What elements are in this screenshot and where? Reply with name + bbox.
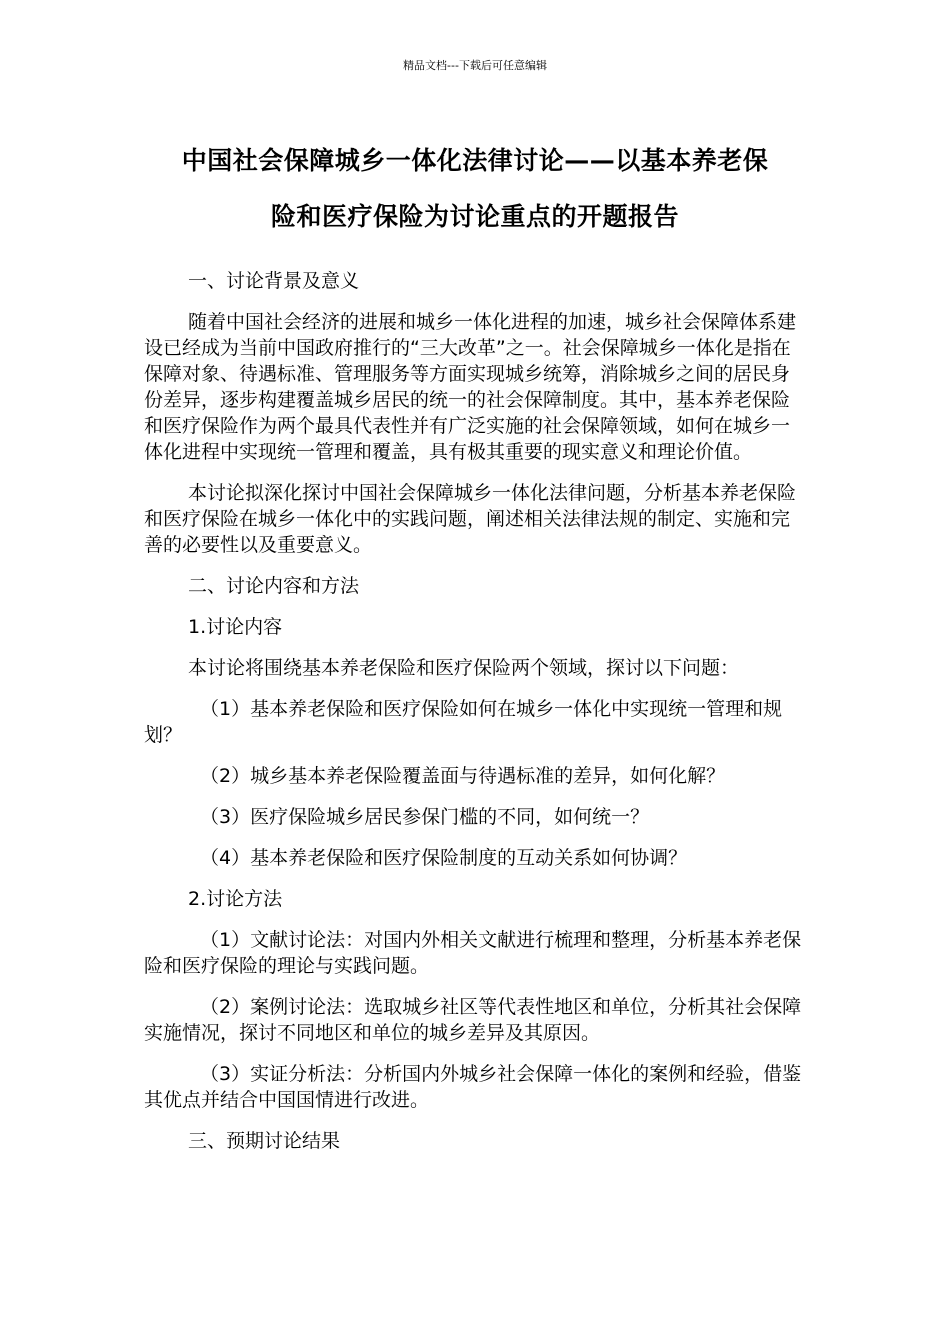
document-title xyxy=(140,133,810,245)
question-item-4: （4）基本养老保险和医疗保险制度的互动关系如何协调？ xyxy=(200,847,688,869)
subsection-heading-content: 1.讨论内容 xyxy=(188,616,283,638)
subsection-heading-methods: 2.讨论方法 xyxy=(188,888,283,910)
section-heading-expected-results: 三、预期讨论结果 xyxy=(188,1130,341,1152)
paragraph-background: 随着中国社会经济的进展和城乡一体化进程的加速，城乡社会保障体系建设已经成为当前中国政府推行的“三大改革”之一。社会保障城乡一体化是指在保障对象、待遇标准、管理服务等方面实现城乡统筹，消除城乡之间的居民身份差异，逐步构建覆盖城乡居民的统一的社会保障制度。其中，基本养老保险和医疗保险作为两个最具代表性并有广泛实施的社会保障领域，如何在城乡一体化进程中实现统一管理和覆盖，具有极其重要的现实意义和理论价值。 xyxy=(144,311,797,463)
method-item-3: （3）实证分析法：分析国内外城乡社会保障一体化的案例和经验，借鉴其优点并结合中国国情进行改进。 xyxy=(144,1063,802,1111)
header-note: 精品文档---下载后可任意编辑 xyxy=(403,59,547,72)
paragraph-content-intro: 本讨论将围绕基本养老保险和医疗保险两个领域，探讨以下问题： xyxy=(188,657,740,679)
title-line-1: 中国社会保障城乡一体化法律讨论——以基本养老保 xyxy=(181,146,769,175)
section-heading-content-methods: 二、讨论内容和方法 xyxy=(188,575,360,597)
question-item-1: （1）基本养老保险和医疗保险如何在城乡一体化中实现统一管理和规划？ xyxy=(144,698,783,746)
paragraph-purpose: 本讨论拟深化探讨中国社会保障城乡一体化法律问题，分析基本养老保险和医疗保险在城乡一体化中的实践问题，阐述相关法律法规的制定、实施和完善的必要性以及重要意义。 xyxy=(144,482,797,556)
question-item-2: （2）城乡基本养老保险覆盖面与待遇标准的差异，如何化解？ xyxy=(200,765,726,787)
question-item-3: （3）医疗保险城乡居民参保门槛的不同，如何统一？ xyxy=(200,806,650,828)
title-line-2: 险和医疗保险为讨论重点的开题报告 xyxy=(270,202,679,231)
section-heading-background: 一、讨论背景及意义 xyxy=(188,270,360,292)
method-item-2: （2）案例讨论法：选取城乡社区等代表性地区和单位，分析其社会保障实施情况，探讨不同地区和单位的城乡差异及其原因。 xyxy=(144,996,802,1044)
document-body xyxy=(144,268,807,1169)
method-item-1: （1）文献讨论法：对国内外相关文献进行梳理和整理，分析基本养老保险和医疗保险的理论与实践问题。 xyxy=(144,929,802,977)
